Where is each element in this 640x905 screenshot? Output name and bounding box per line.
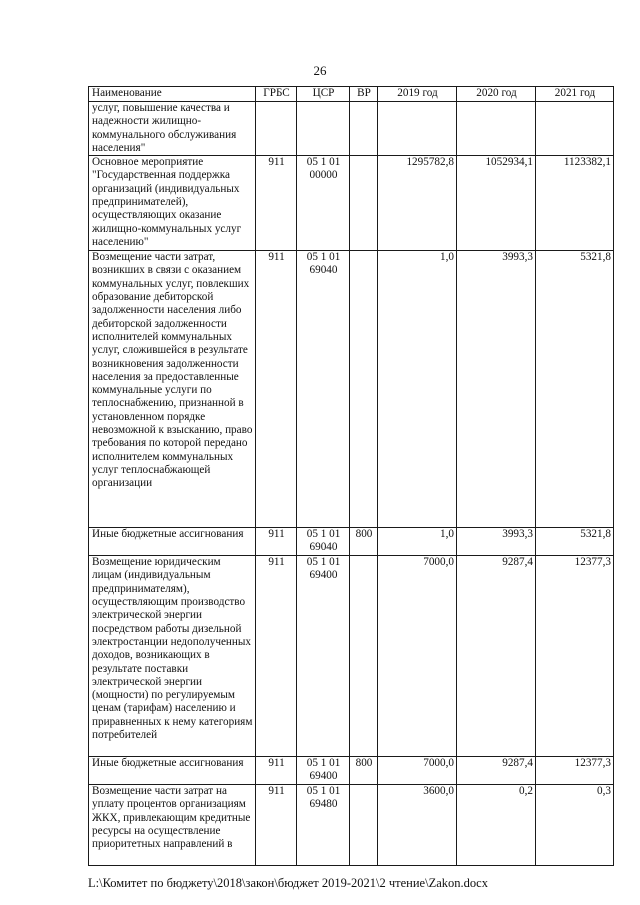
row-csr: 05 1 01 69480	[297, 785, 350, 866]
row-vr	[350, 785, 378, 866]
row-2021: 5321,8	[536, 528, 614, 556]
row-2021: 5321,8	[536, 251, 614, 528]
table-row	[89, 757, 614, 785]
page-number: 26	[313, 63, 327, 78]
row-csr: 05 1 01 69040	[297, 528, 350, 556]
row-2021: 0,3	[536, 785, 614, 866]
header-csr: ЦСР	[297, 87, 350, 102]
row-name: Возмещение части затрат, возникших в связи с оказанием коммунальных услуг, повлекших образование дебиторской задолженности населения либо дебиторской задолженности исполнителей коммунальных услуг, сложившейся в результате возникновения задолженности населения за предоставленные коммунальные услуги по теплоснабжению, признанной в установленном порядке невозможной к взысканию, право требования по которой передано исполнителем коммунальных услуг теплоснабжающей организации	[89, 251, 256, 528]
row-name: Возмещение части затрат на уплату процентов организациям ЖКХ, привлекающим кредитные ресурсы на осуществление приоритетных направлений в	[89, 785, 256, 866]
row-2020: 3993,3	[457, 528, 536, 556]
budget-table	[88, 86, 614, 866]
table-row	[89, 156, 614, 251]
row-2021: 12377,3	[536, 757, 614, 785]
row-csr: 05 1 01 69040	[297, 251, 350, 528]
header-vr: ВР	[350, 87, 378, 102]
row-2021	[536, 102, 614, 156]
row-vr	[350, 102, 378, 156]
row-name: услуг, повышение качества и надежности жилищно-коммунального обслуживания населения"	[89, 102, 256, 156]
row-2020: 9287,4	[457, 757, 536, 785]
row-grbs: 911	[256, 528, 297, 556]
table-row	[89, 528, 614, 556]
row-name: Основное мероприятие "Государственная поддержка организаций (индивидуальных предпринимателей), осуществляющих оказание жилищно-коммунальных услуг населению"	[89, 156, 256, 251]
row-csr: 05 1 01 00000	[297, 156, 350, 251]
row-grbs: 911	[256, 556, 297, 757]
row-vr	[350, 251, 378, 528]
row-csr: 05 1 01 69400	[297, 556, 350, 757]
header-grbs: ГРБС	[256, 87, 297, 102]
header-2020: 2020 год	[457, 87, 536, 102]
header-2019: 2019 год	[378, 87, 457, 102]
row-2021: 1123382,1	[536, 156, 614, 251]
row-2019: 7000,0	[378, 556, 457, 757]
row-2020: 9287,4	[457, 556, 536, 757]
row-2019: 1295782,8	[378, 156, 457, 251]
row-grbs	[256, 102, 297, 156]
header-name: Наименование	[89, 87, 256, 102]
row-vr	[350, 156, 378, 251]
row-2021: 12377,3	[536, 556, 614, 757]
row-name: Иные бюджетные ассигнования	[89, 757, 256, 785]
row-grbs: 911	[256, 757, 297, 785]
table-header-row	[89, 87, 614, 102]
row-2020: 0,2	[457, 785, 536, 866]
row-vr	[350, 556, 378, 757]
row-2019: 7000,0	[378, 757, 457, 785]
row-2020	[457, 102, 536, 156]
table-row	[89, 102, 614, 156]
row-grbs: 911	[256, 156, 297, 251]
table-row	[89, 251, 614, 528]
row-csr	[297, 102, 350, 156]
header-2021: 2021 год	[536, 87, 614, 102]
row-grbs: 911	[256, 251, 297, 528]
row-2019: 1,0	[378, 528, 457, 556]
row-vr: 800	[350, 757, 378, 785]
row-name: Возмещение юридическим лицам (индивидуальным предпринимателям), осуществляющим производство электрической энергии посредством работы дизельной электростанции недополученных доходов, возникающих в результате поставки электрической энергии (мощности) по регулируемым ценам (тарифам) населению и приравненных к нему категориям потребителей	[89, 556, 256, 757]
row-name: Иные бюджетные ассигнования	[89, 528, 256, 556]
row-csr: 05 1 01 69400	[297, 757, 350, 785]
table-row	[89, 785, 614, 866]
row-2020: 3993,3	[457, 251, 536, 528]
row-2019: 1,0	[378, 251, 457, 528]
row-2020: 1052934,1	[457, 156, 536, 251]
table-row	[89, 556, 614, 757]
row-2019: 3600,0	[378, 785, 457, 866]
footer-file-path: L:\Комитет по бюджету\2018\закон\бюджет 2019-2021\2 чтение\Zakon.docx	[88, 876, 488, 890]
row-grbs: 911	[256, 785, 297, 866]
row-vr: 800	[350, 528, 378, 556]
row-2019	[378, 102, 457, 156]
